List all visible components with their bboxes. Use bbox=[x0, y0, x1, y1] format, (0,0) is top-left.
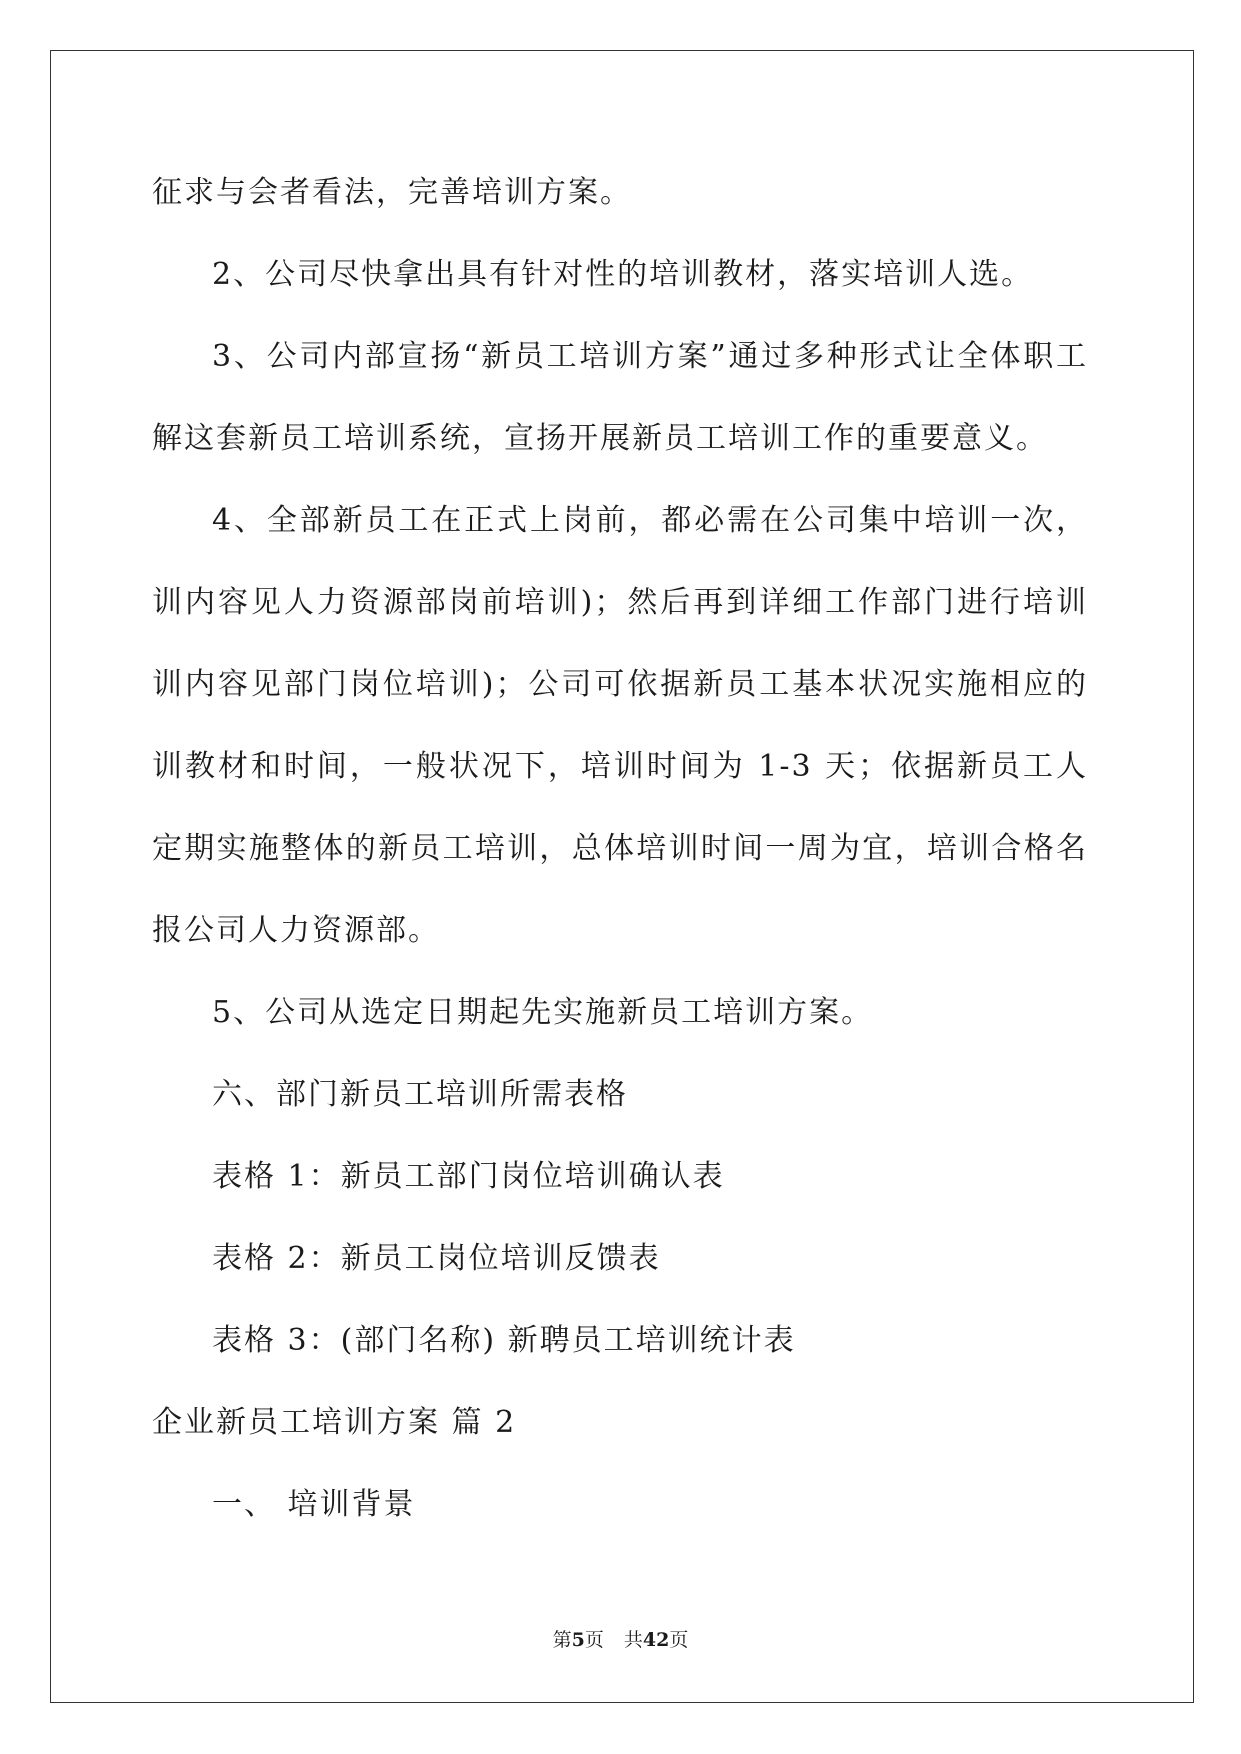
text-line: 表格 1：新员工部门岗位培训确认表 bbox=[212, 1159, 725, 1194]
text-line: 征求与会者看法，完善培训方案。 bbox=[152, 175, 632, 210]
text-line: 5、公司从选定日期起先实施新员工培训方案。 bbox=[212, 995, 874, 1030]
total-pages: 42 bbox=[642, 1629, 670, 1651]
page-suffix: 页 bbox=[584, 1629, 604, 1651]
text-line: 解这套新员工培训系统，宣扬开展新员工培训工作的重要意义。 bbox=[152, 421, 1048, 456]
text-line: 2、公司尽快拿出具有针对性的培训教材，落实培训人选。 bbox=[212, 257, 1034, 292]
text-line: 训教材和时间，一般状况下，培训时间为 1-3 天；依据新员工人 bbox=[152, 749, 1088, 784]
text-line: 表格 3：(部门名称) 新聘员工培训统计表 bbox=[212, 1323, 796, 1358]
total-suffix: 页 bbox=[669, 1629, 689, 1651]
text-line: 报公司人力资源部。 bbox=[152, 913, 440, 948]
text-line: 训内容见人力资源部岗前培训)；然后再到详细工作部门进行培训 bbox=[152, 585, 1088, 620]
text-line: 3、公司内部宣扬“新员工培训方案”通过多种形式让全体职工 bbox=[212, 339, 1088, 374]
page-prefix: 第 bbox=[552, 1629, 572, 1651]
page-number: 5 bbox=[571, 1629, 585, 1651]
text-line: 4、全部新员工在正式上岗前，都必需在公司集中培训一次， bbox=[212, 503, 1088, 538]
text-line: 定期实施整体的新员工培训，总体培训时间一周为宜，培训合格名 bbox=[152, 831, 1088, 866]
total-prefix: 共 bbox=[623, 1629, 643, 1651]
section-heading: 一、 培训背景 bbox=[212, 1487, 416, 1522]
text-line: 表格 2：新员工岗位培训反馈表 bbox=[212, 1241, 661, 1276]
document-body bbox=[152, 152, 1088, 1546]
page-footer bbox=[0, 1625, 1241, 1652]
section-heading: 六、部门新员工培训所需表格 bbox=[212, 1077, 628, 1112]
document-title: 企业新员工培训方案 篇 2 bbox=[152, 1405, 517, 1440]
text-line: 训内容见部门岗位培训)；公司可依据新员工基本状况实施相应的 bbox=[152, 667, 1088, 702]
